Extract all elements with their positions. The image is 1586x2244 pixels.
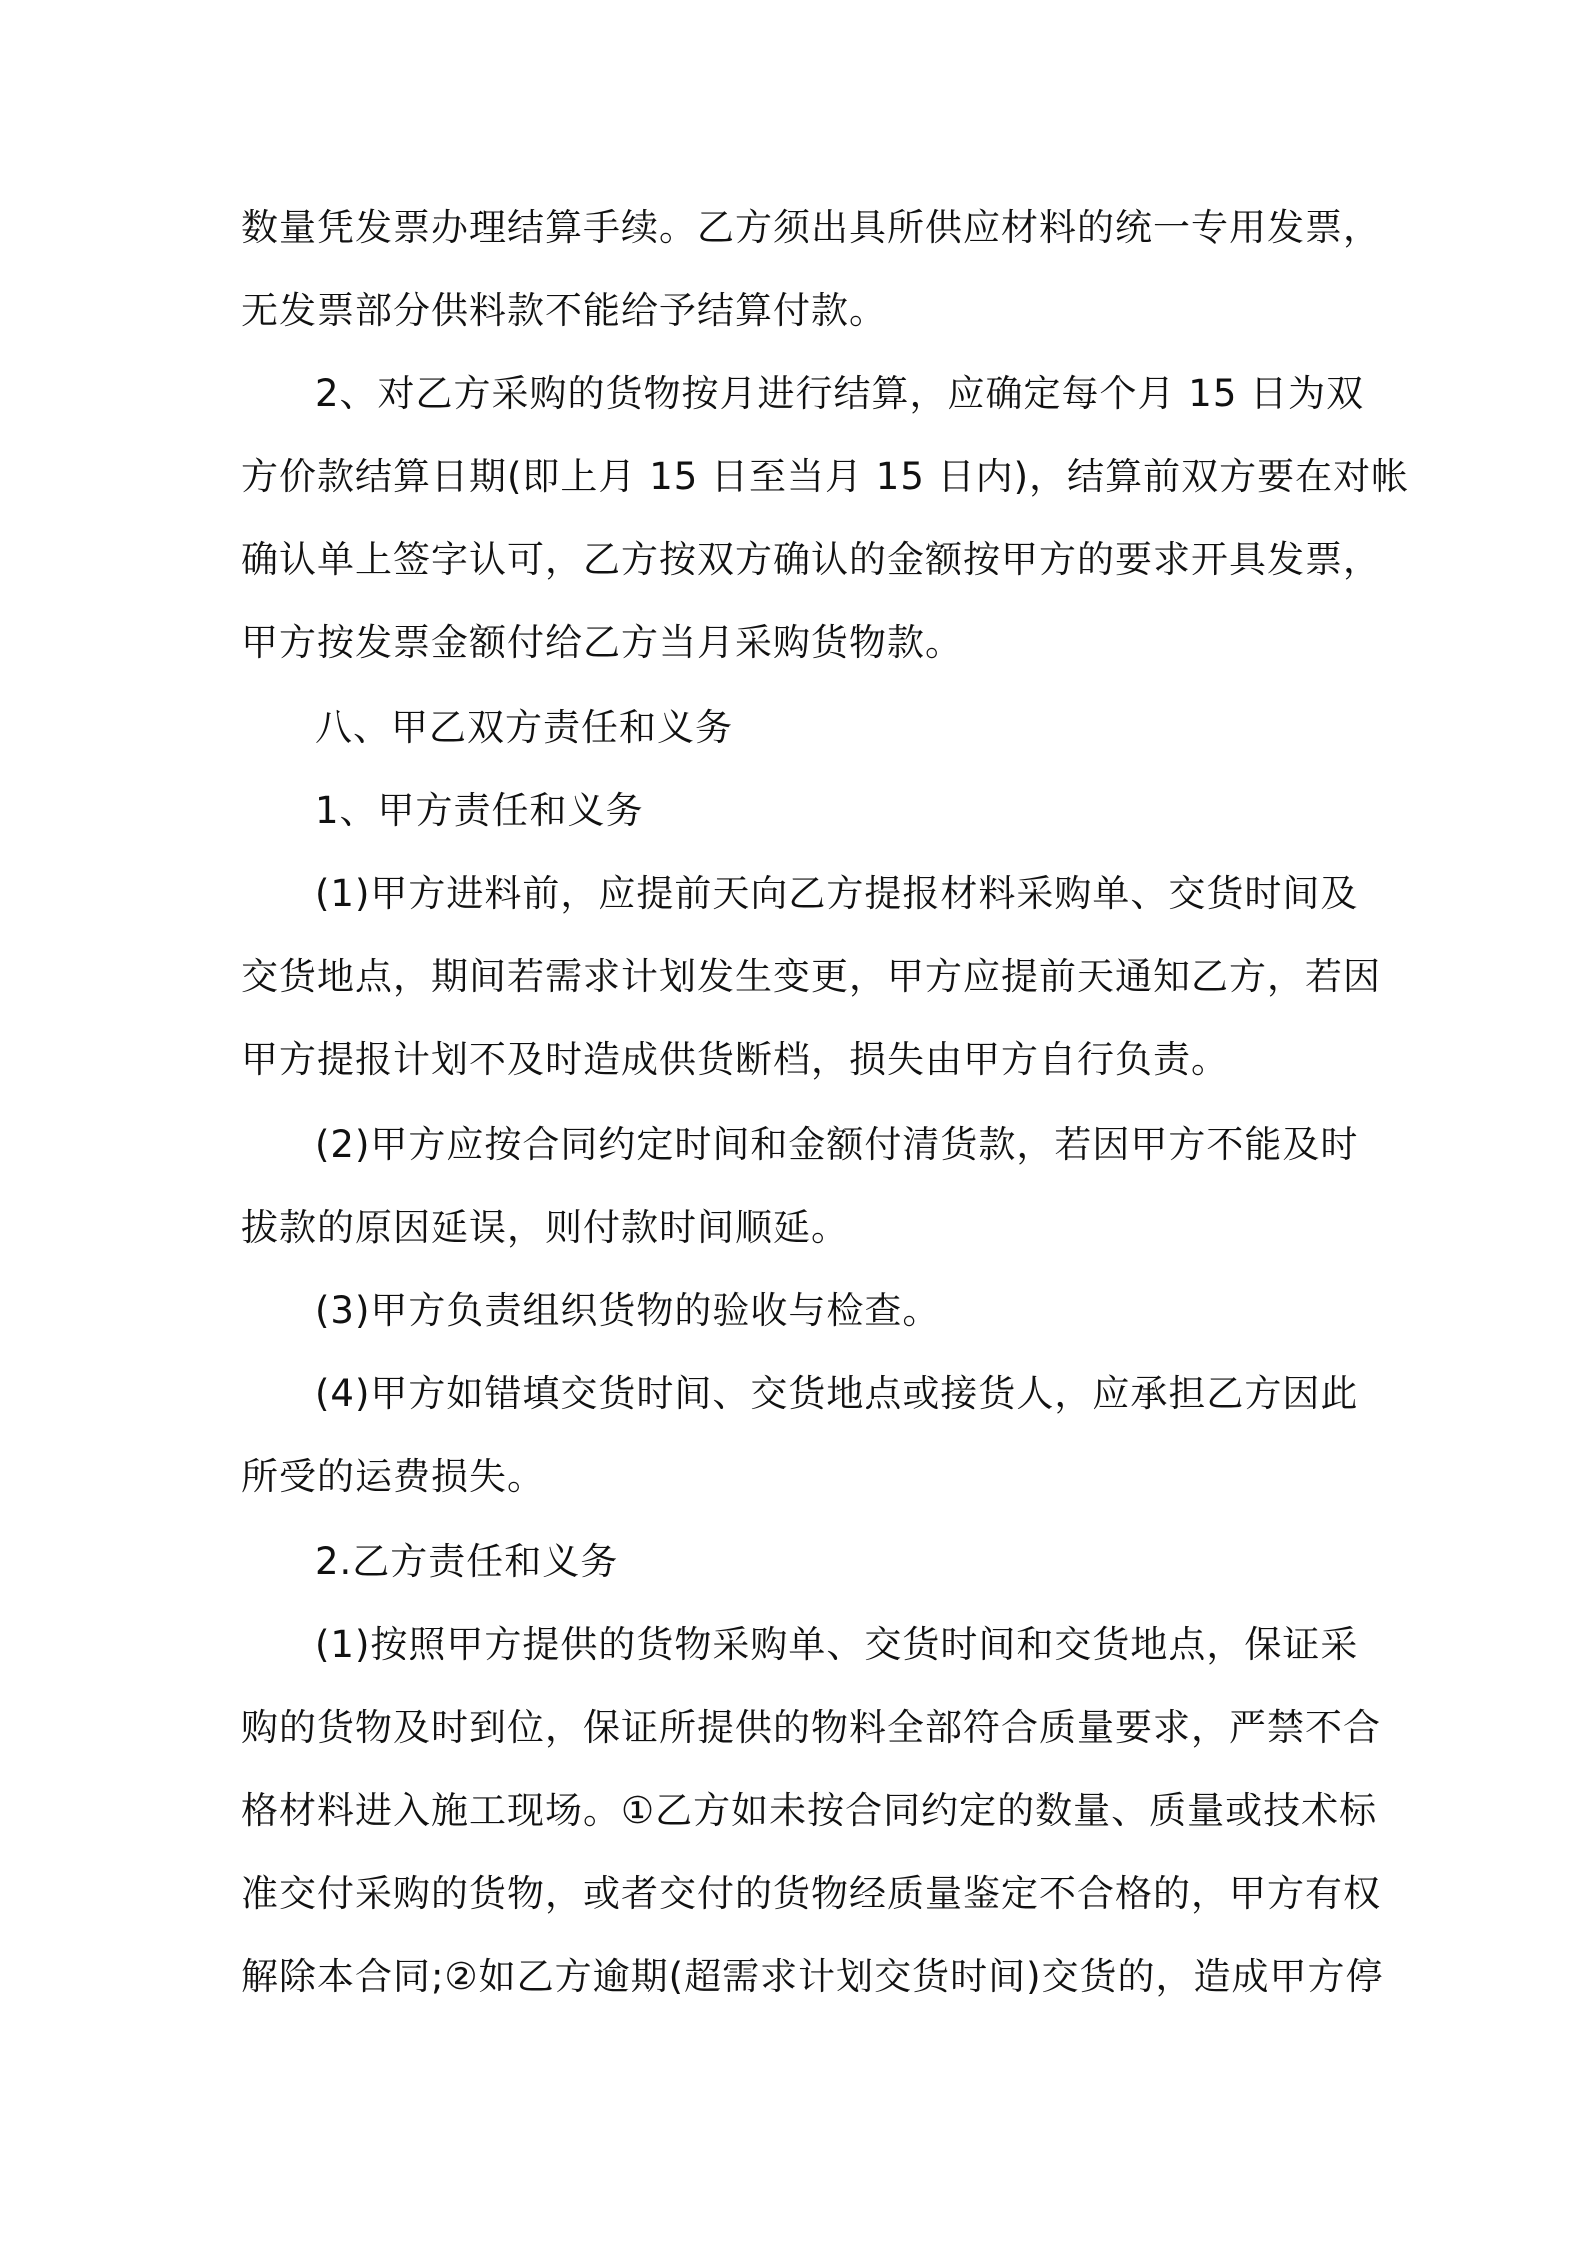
text-line: (2)甲方应按合同约定时间和金额付清货款，若因甲方不能及时 <box>315 1123 1359 1166</box>
section-heading: 八、甲乙双方责任和义务 <box>315 706 733 749</box>
subsection-heading: 2.乙方责任和义务 <box>315 1540 619 1583</box>
text-line: 甲方按发票金额付给乙方当月采购货物款。 <box>241 621 963 664</box>
text-line: 2、对乙方采购的货物按月进行结算，应确定每个月 15 日为双 <box>315 372 1365 415</box>
text-line: (3)甲方负责组织货物的验收与检查。 <box>315 1289 941 1332</box>
text-line: 方价款结算日期(即上月 15 日至当月 15 日内)，结算前双方要在对帐 <box>241 455 1410 498</box>
text-line: 购的货物及时到位，保证所提供的物料全部符合质量要求，严禁不合 <box>241 1706 1381 1749</box>
text-line: (4)甲方如错填交货时间、交货地点或接货人，应承担乙方因此 <box>315 1372 1359 1415</box>
text-line: (1)按照甲方提供的货物采购单、交货时间和交货地点，保证采 <box>315 1623 1359 1666</box>
text-line: 无发票部分供料款不能给予结算付款。 <box>241 289 887 332</box>
text-line: 数量凭发票办理结算手续。乙方须出具所供应材料的统一专用发票， <box>241 206 1381 249</box>
subsection-heading: 1、甲方责任和义务 <box>315 789 644 832</box>
text-line: 拔款的原因延误，则付款时间顺延。 <box>241 1206 849 1249</box>
text-line: 准交付采购的货物，或者交付的货物经质量鉴定不合格的，甲方有权 <box>241 1872 1381 1915</box>
text-line: 格材料进入施工现场。①乙方如未按合同约定的数量、质量或技术标 <box>241 1789 1378 1832</box>
text-line: 交货地点，期间若需求计划发生变更，甲方应提前天通知乙方，若因 <box>241 955 1381 998</box>
text-line: 甲方提报计划不及时造成供货断档，损失由甲方自行负责。 <box>241 1038 1229 1081</box>
text-line: 解除本合同;②如乙方逾期(超需求计划交货时间)交货的，造成甲方停 <box>241 1955 1384 1998</box>
text-line: 确认单上签字认可，乙方按双方确认的金额按甲方的要求开具发票， <box>241 538 1381 581</box>
text-line: 所受的运费损失。 <box>241 1455 545 1498</box>
text-line: (1)甲方进料前，应提前天向乙方提报材料采购单、交货时间及 <box>315 872 1359 915</box>
